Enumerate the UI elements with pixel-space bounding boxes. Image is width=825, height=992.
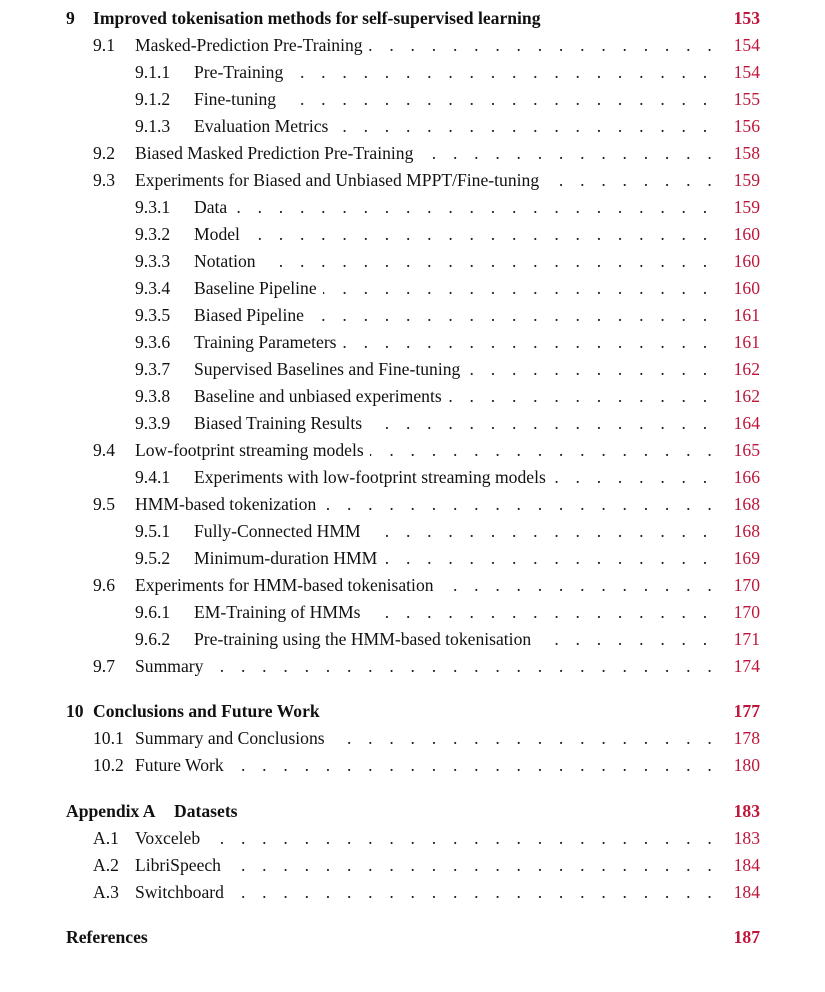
toc-entry-number: 9.5 [93, 494, 115, 514]
toc-section-entry[interactable] [0, 302, 825, 329]
toc-entry-title[interactable]: Minimum-duration HMM [194, 545, 383, 572]
toc-page-number-link[interactable]: 183 [733, 828, 760, 848]
toc-entry-title[interactable]: References [66, 924, 154, 951]
toc-section-entry[interactable] [0, 725, 825, 752]
toc-entry-title[interactable]: Notation [194, 248, 262, 275]
toc-page-number-link[interactable]: 169 [733, 548, 760, 568]
toc-entry-title[interactable]: EM-Training of HMMs [194, 599, 367, 626]
toc-page-number-link[interactable]: 183 [733, 801, 760, 821]
toc-entry-number: 10.2 [93, 755, 124, 775]
toc-entry-number: 9.5.1 [135, 521, 171, 541]
toc-section-entry[interactable] [0, 383, 825, 410]
toc-chapter-entry[interactable] [0, 698, 825, 725]
toc-section-entry[interactable] [0, 825, 825, 852]
toc-entry-number: 10.1 [93, 728, 124, 748]
toc-entry-number: 9.3.3 [135, 251, 171, 271]
toc-entry-number: 9.6.2 [135, 629, 171, 649]
toc-entry-title[interactable]: Improved tokenisation methods for self-supervised learning [93, 5, 547, 32]
toc-page-number-link[interactable]: 177 [733, 701, 760, 721]
toc-section-entry[interactable] [0, 437, 825, 464]
toc-page-number-link[interactable]: 180 [733, 755, 760, 775]
toc-page-number-link[interactable]: 171 [733, 629, 760, 649]
toc-page-number-link[interactable]: 164 [733, 413, 760, 433]
toc-section-entry[interactable] [0, 113, 825, 140]
toc-section-entry[interactable] [0, 879, 825, 906]
toc-entry-title[interactable]: Datasets [174, 798, 244, 825]
toc-entry-number: 9.1.3 [135, 116, 171, 136]
toc-entry-number: 9.3 [93, 170, 115, 190]
toc-entry-number: 9.3.4 [135, 278, 171, 298]
toc-entry-number: 9.3.1 [135, 197, 171, 217]
toc-page-number-link[interactable]: 184 [733, 882, 760, 902]
toc-dot-leader [135, 653, 725, 680]
toc-entry-title[interactable]: Data [194, 194, 233, 221]
toc-entry-number: A.2 [93, 855, 119, 875]
toc-entry-number: 9.5.2 [135, 548, 171, 568]
toc-section-entry[interactable] [0, 491, 825, 518]
toc-entry-number: 9.4 [93, 440, 115, 460]
toc-entry-title[interactable]: Biased Training Results [194, 410, 368, 437]
toc-page-number-link[interactable]: 174 [733, 656, 760, 676]
toc-chapter-entry[interactable] [0, 798, 825, 825]
toc-section-entry[interactable] [0, 852, 825, 879]
toc-dot-leader [135, 825, 725, 852]
toc-dot-leader [194, 221, 725, 248]
toc-section-entry[interactable] [0, 410, 825, 437]
toc-page-number-link[interactable]: 154 [733, 35, 760, 55]
toc-page-number-link[interactable]: 168 [733, 494, 760, 514]
toc-entry-title[interactable]: Evaluation Metrics [194, 113, 334, 140]
toc-entry-title[interactable]: Training Parameters [194, 329, 343, 356]
toc-entry-title[interactable]: Summary and Conclusions [135, 725, 331, 752]
toc-entry-number: 9.3.7 [135, 359, 171, 379]
toc-section-entry[interactable] [0, 275, 825, 302]
toc-entry-number: 9.3.6 [135, 332, 171, 352]
toc-chapter-entry[interactable] [0, 5, 825, 32]
toc-entry-title[interactable]: Fine-tuning [194, 86, 282, 113]
toc-entry-title[interactable]: Future Work [135, 752, 230, 779]
toc-page-number-link[interactable]: 168 [733, 521, 760, 541]
toc-entry-number: 9.1.1 [135, 62, 171, 82]
toc-page-number-link[interactable]: 161 [733, 305, 760, 325]
toc-page-number-link[interactable]: 166 [733, 467, 760, 487]
toc-dot-leader [194, 248, 725, 275]
toc-entry-number: 9.6 [93, 575, 115, 595]
toc-page-number-link[interactable]: 178 [733, 728, 760, 748]
toc-dot-leader [194, 194, 725, 221]
toc-page-number-link[interactable]: 158 [733, 143, 760, 163]
toc-section-entry[interactable] [0, 572, 825, 599]
toc-section-entry[interactable] [0, 167, 825, 194]
toc-section-entry[interactable] [0, 653, 825, 680]
toc-entry-title[interactable]: Experiments for Biased and Unbiased MPPT/Fine-tuning [135, 167, 545, 194]
toc-entry-title[interactable]: Supervised Baselines and Fine-tuning [194, 356, 466, 383]
toc-section-entry[interactable] [0, 626, 825, 653]
toc-section-entry[interactable] [0, 221, 825, 248]
toc-page-number-link[interactable]: 162 [733, 386, 760, 406]
toc-section-entry[interactable] [0, 464, 825, 491]
toc-entry-title[interactable]: Baseline Pipeline [194, 275, 323, 302]
toc-entry-number: 9.3.8 [135, 386, 171, 406]
toc-page-number-link[interactable]: 160 [733, 224, 760, 244]
toc-entry-title[interactable]: Masked-Prediction Pre-Training [135, 32, 369, 59]
toc-entry-number: 9.3.9 [135, 413, 171, 433]
toc-section-entry[interactable] [0, 248, 825, 275]
toc-entry-number: 10 [66, 701, 84, 721]
toc-section-entry[interactable] [0, 329, 825, 356]
toc-entry-number: 9.2 [93, 143, 115, 163]
toc-entry-title[interactable]: Summary [135, 653, 209, 680]
toc-section-entry[interactable] [0, 545, 825, 572]
toc-page-number-link[interactable]: 159 [733, 170, 760, 190]
toc-page-number-link[interactable]: 155 [733, 89, 760, 109]
toc-entry-number: 9.1.2 [135, 89, 171, 109]
toc-entry-number: 9.6.1 [135, 602, 171, 622]
toc-page-number-link[interactable]: 156 [733, 116, 760, 136]
toc-entry-number: Appendix A [66, 801, 156, 821]
toc-page-number-link[interactable]: 170 [733, 575, 760, 595]
toc-page-number-link[interactable]: 170 [733, 602, 760, 622]
toc-page-number-link[interactable]: 160 [733, 278, 760, 298]
toc-page-number-link[interactable]: 159 [733, 197, 760, 217]
toc-entry-number: 9 [66, 8, 75, 28]
toc-entry-title[interactable]: Low-footprint streaming models [135, 437, 370, 464]
toc-page-number-link[interactable]: 184 [733, 855, 760, 875]
toc-page-number-link[interactable]: 162 [733, 359, 760, 379]
toc-entry-title[interactable]: Switchboard [135, 879, 230, 906]
toc-section-entry[interactable] [0, 518, 825, 545]
toc-page-number-link[interactable]: 187 [733, 927, 760, 947]
toc-entry-title[interactable]: Fully-Connected HMM [194, 518, 367, 545]
toc-section-entry[interactable] [0, 140, 825, 167]
toc-page-number-link[interactable]: 154 [733, 62, 760, 82]
toc-entry-number: A.1 [93, 828, 119, 848]
toc-entry-number: 9.4.1 [135, 467, 171, 487]
toc-entry-title[interactable]: Conclusions and Future Work [93, 698, 326, 725]
toc-section-entry[interactable] [0, 752, 825, 779]
toc-entry-title[interactable]: Biased Masked Prediction Pre-Training [135, 140, 419, 167]
toc-entry-title[interactable]: Pre-training using the HMM-based tokenisation [194, 626, 537, 653]
toc-entry-title[interactable]: Model [194, 221, 246, 248]
toc-entry-title[interactable]: Experiments with low-footprint streaming models [194, 464, 552, 491]
toc-entry-title[interactable]: LibriSpeech [135, 852, 227, 879]
toc-entry-number: 9.3.2 [135, 224, 171, 244]
toc-section-entry[interactable] [0, 59, 825, 86]
toc-page-number-link[interactable]: 165 [733, 440, 760, 460]
toc-entry-title[interactable]: HMM-based tokenization [135, 491, 322, 518]
toc-section-entry[interactable] [0, 194, 825, 221]
toc-chapter-entry[interactable] [0, 924, 825, 951]
toc-section-entry[interactable] [0, 32, 825, 59]
toc-entry-title[interactable]: Experiments for HMM-based tokenisation [135, 572, 440, 599]
toc-entry-number: A.3 [93, 882, 119, 902]
toc-entry-title[interactable]: Pre-Training [194, 59, 289, 86]
toc-entry-title[interactable]: Baseline and unbiased experiments [194, 383, 448, 410]
toc-entry-title[interactable]: Voxceleb [135, 825, 206, 852]
toc-page-number-link[interactable]: 160 [733, 251, 760, 271]
toc-entry-number: 9.3.5 [135, 305, 171, 325]
toc-section-entry[interactable] [0, 86, 825, 113]
toc-entry-title[interactable]: Biased Pipeline [194, 302, 310, 329]
toc-entry-number: 9.1 [93, 35, 115, 55]
toc-section-entry[interactable] [0, 599, 825, 626]
toc-page-number-link[interactable]: 153 [733, 8, 760, 28]
toc-section-entry[interactable] [0, 356, 825, 383]
toc-entry-number: 9.7 [93, 656, 115, 676]
toc-page-number-link[interactable]: 161 [733, 332, 760, 352]
